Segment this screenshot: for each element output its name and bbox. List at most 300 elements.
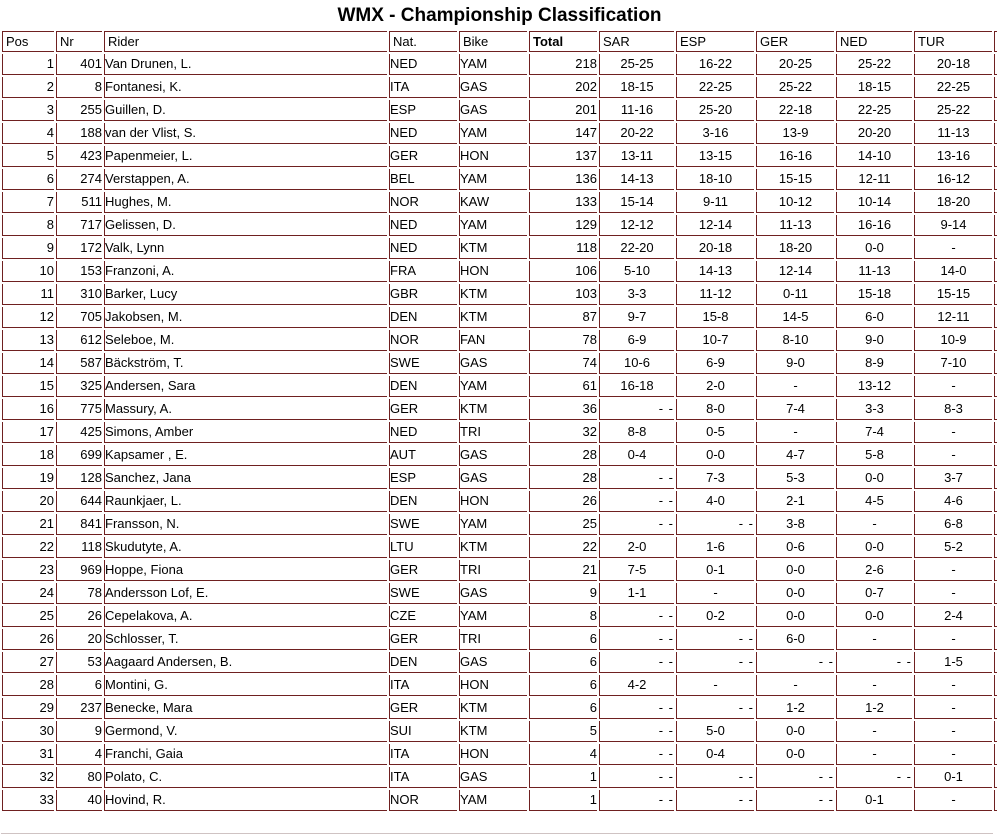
ned-cell: - — [836, 744, 912, 765]
bike-cell: YAM — [459, 606, 527, 627]
table-row — [2, 468, 997, 489]
rider-cell: Germond, V. — [104, 721, 387, 742]
nat-cell: NED — [389, 215, 457, 236]
bike-cell: HON — [459, 146, 527, 167]
tur-cell: 13-16 — [914, 146, 992, 167]
sar-cell: 4-2 — [599, 675, 674, 696]
esp-cell: 15-8 — [676, 307, 754, 328]
total-cell: 147 — [529, 123, 597, 144]
championship-classification-table — [0, 29, 999, 813]
nat-cell: DEN — [389, 491, 457, 512]
row-right-edge — [994, 123, 997, 144]
sar-cell: - - — [599, 468, 674, 489]
sar-cell: - - — [599, 744, 674, 765]
row-right-edge — [994, 652, 997, 673]
nat-cell: NOR — [389, 330, 457, 351]
bike-cell: YAM — [459, 123, 527, 144]
table-row — [2, 353, 997, 374]
ned-cell: - — [836, 514, 912, 535]
ger-cell: 4-7 — [756, 445, 834, 466]
bike-cell: HON — [459, 491, 527, 512]
nr-cell: 325 — [56, 376, 102, 397]
rider-cell: Jakobsen, M. — [104, 307, 387, 328]
row-right-edge — [994, 606, 997, 627]
tur-cell: 8-3 — [914, 399, 992, 420]
bike-cell: KTM — [459, 399, 527, 420]
sar-cell: - - — [599, 514, 674, 535]
total-cell: 6 — [529, 629, 597, 650]
pos-cell: 28 — [2, 675, 54, 696]
sar-cell: 11-16 — [599, 100, 674, 121]
rider-cell: van der Vlist, S. — [104, 123, 387, 144]
tur-cell: 1-5 — [914, 652, 992, 673]
ger-cell: 0-11 — [756, 284, 834, 305]
table-row — [2, 284, 997, 305]
bike-cell: KTM — [459, 698, 527, 719]
ned-cell: 22-25 — [836, 100, 912, 121]
row-right-edge — [994, 399, 997, 420]
nat-cell: ESP — [389, 468, 457, 489]
ned-cell: 18-15 — [836, 77, 912, 98]
pos-cell: 29 — [2, 698, 54, 719]
tur-cell: 12-11 — [914, 307, 992, 328]
ger-cell: 5-3 — [756, 468, 834, 489]
nat-cell: NED — [389, 123, 457, 144]
esp-cell: - - — [676, 698, 754, 719]
pos-cell: 33 — [2, 790, 54, 811]
row-right-edge — [994, 790, 997, 811]
nat-cell: GER — [389, 560, 457, 581]
nat-cell: NED — [389, 54, 457, 75]
tur-cell: - — [914, 583, 992, 604]
bike-cell: KTM — [459, 284, 527, 305]
rider-cell: Hughes, M. — [104, 192, 387, 213]
pos-cell: 12 — [2, 307, 54, 328]
nat-cell: ITA — [389, 77, 457, 98]
esp-cell: 22-25 — [676, 77, 754, 98]
nr-cell: 188 — [56, 123, 102, 144]
nat-cell: NED — [389, 238, 457, 259]
nr-cell: 612 — [56, 330, 102, 351]
total-cell: 32 — [529, 422, 597, 443]
ger-cell: 0-0 — [756, 606, 834, 627]
total-cell: 118 — [529, 238, 597, 259]
pos-cell: 32 — [2, 767, 54, 788]
sar-cell: 7-5 — [599, 560, 674, 581]
ger-cell: 22-18 — [756, 100, 834, 121]
bike-cell: GAS — [459, 767, 527, 788]
row-right-edge — [994, 744, 997, 765]
rider-cell: Kapsamer , E. — [104, 445, 387, 466]
sar-cell: - - — [599, 652, 674, 673]
ger-cell: 0-0 — [756, 721, 834, 742]
esp-cell: 16-22 — [676, 54, 754, 75]
ger-cell: 7-4 — [756, 399, 834, 420]
ger-cell: - - — [756, 652, 834, 673]
bike-cell: TRI — [459, 560, 527, 581]
ger-cell: 8-10 — [756, 330, 834, 351]
tur-cell: 3-7 — [914, 468, 992, 489]
rider-cell: Sanchez, Jana — [104, 468, 387, 489]
ger-cell: 20-25 — [756, 54, 834, 75]
ger-cell: 16-16 — [756, 146, 834, 167]
pos-cell: 16 — [2, 399, 54, 420]
ger-cell: - — [756, 422, 834, 443]
rider-cell: Valk, Lynn — [104, 238, 387, 259]
nat-cell: DEN — [389, 376, 457, 397]
esp-cell: 18-10 — [676, 169, 754, 190]
col-header-bike: Bike — [459, 31, 527, 52]
pos-cell: 25 — [2, 606, 54, 627]
total-cell: 87 — [529, 307, 597, 328]
sar-cell: - - — [599, 629, 674, 650]
sar-cell: - - — [599, 399, 674, 420]
bike-cell: GAS — [459, 353, 527, 374]
bike-cell: YAM — [459, 790, 527, 811]
row-right-edge — [994, 721, 997, 742]
nat-cell: DEN — [389, 307, 457, 328]
nr-cell: 9 — [56, 721, 102, 742]
nr-cell: 20 — [56, 629, 102, 650]
nr-cell: 255 — [56, 100, 102, 121]
rider-cell: Bäckström, T. — [104, 353, 387, 374]
esp-cell: - - — [676, 629, 754, 650]
ger-cell: - - — [756, 790, 834, 811]
col-header-ger: GER — [756, 31, 834, 52]
table-row — [2, 583, 997, 604]
nr-cell: 423 — [56, 146, 102, 167]
nr-cell: 80 — [56, 767, 102, 788]
row-right-edge — [994, 307, 997, 328]
total-cell: 201 — [529, 100, 597, 121]
table-row — [2, 744, 997, 765]
esp-cell: 1-6 — [676, 537, 754, 558]
tur-cell: - — [914, 721, 992, 742]
rider-cell: Franzoni, A. — [104, 261, 387, 282]
row-right-edge — [994, 169, 997, 190]
ger-cell: 10-12 — [756, 192, 834, 213]
sar-cell: - - — [599, 698, 674, 719]
nr-cell: 26 — [56, 606, 102, 627]
pos-cell: 9 — [2, 238, 54, 259]
esp-cell: 0-1 — [676, 560, 754, 581]
ger-cell: 25-22 — [756, 77, 834, 98]
page-bottom-divider — [1, 833, 993, 834]
ger-cell: 0-0 — [756, 744, 834, 765]
table-row — [2, 146, 997, 167]
table-row — [2, 169, 997, 190]
bike-cell: KTM — [459, 307, 527, 328]
bike-cell: YAM — [459, 54, 527, 75]
sar-cell: 8-8 — [599, 422, 674, 443]
bike-cell: GAS — [459, 100, 527, 121]
ger-cell: 0-0 — [756, 560, 834, 581]
rider-cell: Hoppe, Fiona — [104, 560, 387, 581]
pos-cell: 19 — [2, 468, 54, 489]
pos-cell: 20 — [2, 491, 54, 512]
row-right-edge — [994, 560, 997, 581]
esp-cell: 14-13 — [676, 261, 754, 282]
ned-cell: 0-0 — [836, 468, 912, 489]
rider-cell: Massury, A. — [104, 399, 387, 420]
nat-cell: NOR — [389, 790, 457, 811]
esp-cell: 8-0 — [676, 399, 754, 420]
tur-cell: 16-12 — [914, 169, 992, 190]
rider-cell: Hovind, R. — [104, 790, 387, 811]
nr-cell: 511 — [56, 192, 102, 213]
esp-cell: 0-2 — [676, 606, 754, 627]
tur-cell: 0-1 — [914, 767, 992, 788]
table-row — [2, 123, 997, 144]
row-right-edge — [994, 698, 997, 719]
esp-cell: - - — [676, 790, 754, 811]
esp-cell: - — [676, 675, 754, 696]
table-row — [2, 767, 997, 788]
tur-cell: - — [914, 629, 992, 650]
esp-cell: - - — [676, 514, 754, 535]
nat-cell: BEL — [389, 169, 457, 190]
pos-cell: 24 — [2, 583, 54, 604]
rider-cell: Fransson, N. — [104, 514, 387, 535]
esp-cell: - - — [676, 652, 754, 673]
table-row — [2, 721, 997, 742]
table-row — [2, 215, 997, 236]
table-row — [2, 238, 997, 259]
table-row — [2, 652, 997, 673]
rider-cell: Andersen, Sara — [104, 376, 387, 397]
esp-cell: 0-4 — [676, 744, 754, 765]
pos-cell: 6 — [2, 169, 54, 190]
nat-cell: FRA — [389, 261, 457, 282]
ned-cell: 10-14 — [836, 192, 912, 213]
bike-cell: TRI — [459, 422, 527, 443]
nat-cell: ITA — [389, 744, 457, 765]
table-row — [2, 629, 997, 650]
rider-cell: Gelissen, D. — [104, 215, 387, 236]
ned-cell: 15-18 — [836, 284, 912, 305]
nat-cell: DEN — [389, 652, 457, 673]
nr-cell: 153 — [56, 261, 102, 282]
table-row — [2, 100, 997, 121]
ned-cell: 5-8 — [836, 445, 912, 466]
ned-cell: 0-1 — [836, 790, 912, 811]
pos-cell: 18 — [2, 445, 54, 466]
esp-cell: 12-14 — [676, 215, 754, 236]
tur-cell: 18-20 — [914, 192, 992, 213]
nr-cell: 128 — [56, 468, 102, 489]
table-row — [2, 261, 997, 282]
tur-cell: 6-8 — [914, 514, 992, 535]
esp-cell: 6-9 — [676, 353, 754, 374]
table-row — [2, 790, 997, 811]
bike-cell: HON — [459, 744, 527, 765]
table-row — [2, 445, 997, 466]
pos-cell: 13 — [2, 330, 54, 351]
ned-cell: - - — [836, 767, 912, 788]
sar-cell: - - — [599, 790, 674, 811]
sar-cell: - - — [599, 491, 674, 512]
nr-cell: 78 — [56, 583, 102, 604]
total-cell: 8 — [529, 606, 597, 627]
rider-cell: Van Drunen, L. — [104, 54, 387, 75]
pos-cell: 17 — [2, 422, 54, 443]
nat-cell: GER — [389, 146, 457, 167]
pos-cell: 1 — [2, 54, 54, 75]
nr-cell: 274 — [56, 169, 102, 190]
bike-cell: KTM — [459, 238, 527, 259]
rider-cell: Seleboe, M. — [104, 330, 387, 351]
tur-cell: 25-22 — [914, 100, 992, 121]
nr-cell: 53 — [56, 652, 102, 673]
pos-cell: 2 — [2, 77, 54, 98]
sar-cell: 20-22 — [599, 123, 674, 144]
table-row — [2, 422, 997, 443]
rider-cell: Verstappen, A. — [104, 169, 387, 190]
ned-cell: 6-0 — [836, 307, 912, 328]
row-right-edge — [994, 491, 997, 512]
nr-cell: 118 — [56, 537, 102, 558]
total-cell: 6 — [529, 675, 597, 696]
pos-cell: 30 — [2, 721, 54, 742]
nr-cell: 6 — [56, 675, 102, 696]
ned-cell: - — [836, 675, 912, 696]
bike-cell: YAM — [459, 514, 527, 535]
ned-cell: 4-5 — [836, 491, 912, 512]
col-header-tur: TUR — [914, 31, 992, 52]
bike-cell: HON — [459, 261, 527, 282]
table-row — [2, 307, 997, 328]
total-cell: 103 — [529, 284, 597, 305]
nat-cell: LTU — [389, 537, 457, 558]
bike-cell: GAS — [459, 77, 527, 98]
nat-cell: NOR — [389, 192, 457, 213]
ned-cell: 0-0 — [836, 238, 912, 259]
col-header-total: Total — [529, 31, 597, 52]
row-right-edge — [994, 445, 997, 466]
rider-cell: Andersson Lof, E. — [104, 583, 387, 604]
bike-cell: KAW — [459, 192, 527, 213]
esp-cell: - - — [676, 767, 754, 788]
esp-cell: 7-3 — [676, 468, 754, 489]
sar-cell: 5-10 — [599, 261, 674, 282]
ger-cell: 13-9 — [756, 123, 834, 144]
ned-cell: 0-7 — [836, 583, 912, 604]
esp-cell: 25-20 — [676, 100, 754, 121]
sar-cell: 10-6 — [599, 353, 674, 374]
ger-cell: 12-14 — [756, 261, 834, 282]
table-row — [2, 514, 997, 535]
table-row — [2, 606, 997, 627]
row-right-edge — [994, 100, 997, 121]
col-header-esp: ESP — [676, 31, 754, 52]
tur-cell: - — [914, 445, 992, 466]
pos-cell: 15 — [2, 376, 54, 397]
ned-cell: 25-22 — [836, 54, 912, 75]
rider-cell: Simons, Amber — [104, 422, 387, 443]
total-cell: 25 — [529, 514, 597, 535]
rider-cell: Franchi, Gaia — [104, 744, 387, 765]
ger-cell: 6-0 — [756, 629, 834, 650]
esp-cell: 2-0 — [676, 376, 754, 397]
nat-cell: GBR — [389, 284, 457, 305]
total-cell: 28 — [529, 468, 597, 489]
ger-cell: 9-0 — [756, 353, 834, 374]
tur-cell: - — [914, 744, 992, 765]
ned-cell: 2-6 — [836, 560, 912, 581]
row-right-edge — [994, 537, 997, 558]
esp-cell: 9-11 — [676, 192, 754, 213]
header-right-edge — [994, 31, 997, 52]
bike-cell: HON — [459, 675, 527, 696]
ned-cell: 20-20 — [836, 123, 912, 144]
sar-cell: 1-1 — [599, 583, 674, 604]
nat-cell: SWE — [389, 583, 457, 604]
ned-cell: 11-13 — [836, 261, 912, 282]
nat-cell: SWE — [389, 353, 457, 374]
page-title: WMX - Championship Classification — [337, 5, 662, 26]
tur-cell: 14-0 — [914, 261, 992, 282]
ned-cell: 1-2 — [836, 698, 912, 719]
sar-cell: 16-18 — [599, 376, 674, 397]
esp-cell: 10-7 — [676, 330, 754, 351]
rider-cell: Cepelakova, A. — [104, 606, 387, 627]
row-right-edge — [994, 77, 997, 98]
nr-cell: 4 — [56, 744, 102, 765]
bike-cell: KTM — [459, 537, 527, 558]
pos-cell: 10 — [2, 261, 54, 282]
ger-cell: 0-0 — [756, 583, 834, 604]
ned-cell: - — [836, 629, 912, 650]
ger-cell: - — [756, 376, 834, 397]
rider-cell: Polato, C. — [104, 767, 387, 788]
total-cell: 22 — [529, 537, 597, 558]
nat-cell: AUT — [389, 445, 457, 466]
bike-cell: GAS — [459, 652, 527, 673]
row-right-edge — [994, 629, 997, 650]
nat-cell: SUI — [389, 721, 457, 742]
nat-cell: GER — [389, 399, 457, 420]
pos-cell: 31 — [2, 744, 54, 765]
sar-cell: 6-9 — [599, 330, 674, 351]
sar-cell: 12-12 — [599, 215, 674, 236]
tur-cell: 10-9 — [914, 330, 992, 351]
row-right-edge — [994, 284, 997, 305]
total-cell: 21 — [529, 560, 597, 581]
tur-cell: 15-15 — [914, 284, 992, 305]
bike-cell: YAM — [459, 169, 527, 190]
col-header-rider: Rider — [104, 31, 387, 52]
bike-cell: FAN — [459, 330, 527, 351]
sar-cell: 15-14 — [599, 192, 674, 213]
nr-cell: 310 — [56, 284, 102, 305]
row-right-edge — [994, 376, 997, 397]
nr-cell: 8 — [56, 77, 102, 98]
nat-cell: SWE — [389, 514, 457, 535]
tur-cell: - — [914, 698, 992, 719]
ned-cell: 3-3 — [836, 399, 912, 420]
col-header-nr: Nr — [56, 31, 102, 52]
total-cell: 36 — [529, 399, 597, 420]
esp-cell: 5-0 — [676, 721, 754, 742]
esp-cell: 3-16 — [676, 123, 754, 144]
sar-cell: 3-3 — [599, 284, 674, 305]
nr-cell: 401 — [56, 54, 102, 75]
sar-cell: 9-7 — [599, 307, 674, 328]
col-header-nat: Nat. — [389, 31, 457, 52]
row-right-edge — [994, 514, 997, 535]
pos-cell: 22 — [2, 537, 54, 558]
tur-cell: 4-6 — [914, 491, 992, 512]
